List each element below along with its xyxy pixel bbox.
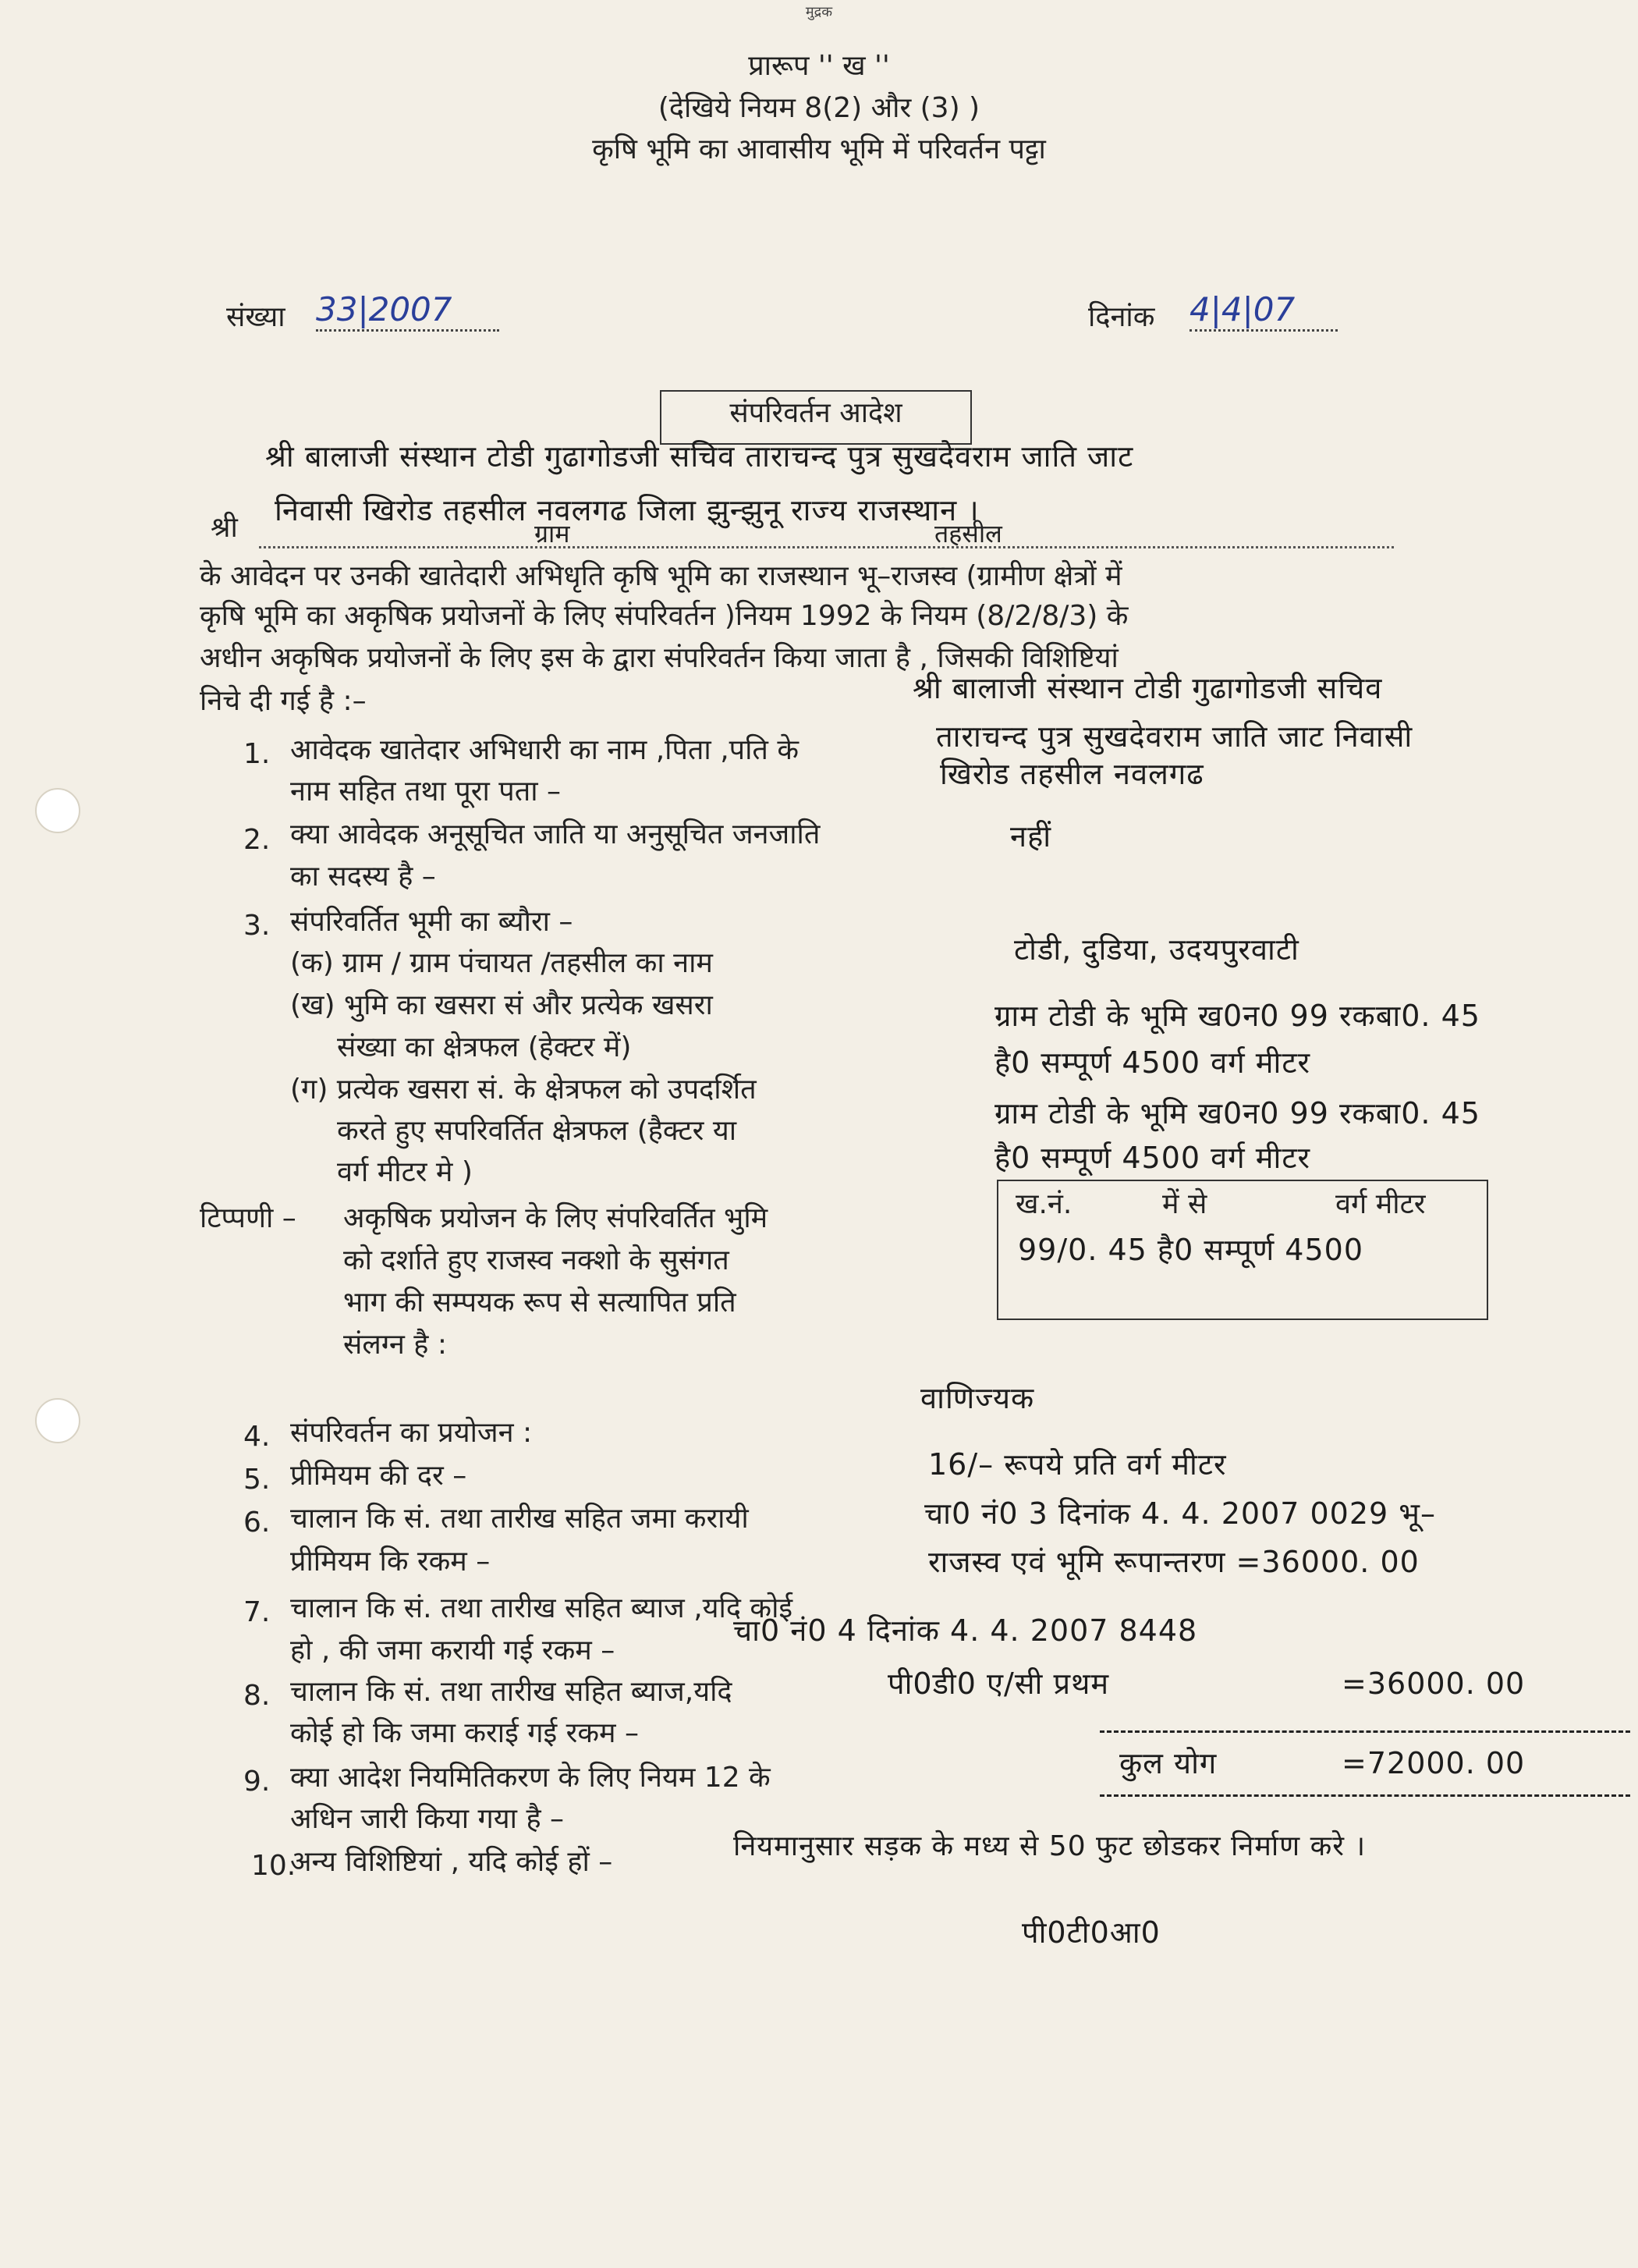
item-1-number: 1. <box>243 738 271 770</box>
item-10-number: 10. <box>251 1850 296 1882</box>
form-rule-reference: (देखिये नियम 8(2) और (3) ) <box>658 92 980 124</box>
item-8-answer-account: पी0डी0 ए/सी प्रथम <box>888 1666 1110 1701</box>
item-5-answer: 16/– रूपये प्रति वर्ग मीटर <box>928 1447 1227 1482</box>
item-2-label-line-1: क्या आवेदक अनूसूचित जाति या अनुसूचित जनजाति <box>290 818 821 850</box>
applicant-line-2: निवासी खिरोड तहसील नवलगढ जिला झुन्झुनू राज्य राजस्थान । <box>275 493 980 527</box>
item-1-label-line-1: आवेदक खातेदार अभिधारी का नाम ,पिता ,पति के <box>290 734 800 766</box>
date-label: दिनांक <box>1088 301 1155 333</box>
form-title: प्रारूप '' ख '' <box>748 50 890 82</box>
village-label: ग्राम <box>534 519 570 548</box>
item-6-number: 6. <box>243 1507 271 1539</box>
item-3-ka-label: (क) ग्राम / ग्राम पंचायत /तहसील का नाम <box>290 947 713 979</box>
item-1-answer-line-1: श्री बालाजी संस्थान टोडी गुढागोडजी सचिव <box>913 671 1383 705</box>
item-7-label-line-1: चालान कि सं. तथा तारीख सहित ब्याज ,यदि कोई <box>290 1592 793 1624</box>
date-field <box>1190 290 1338 332</box>
item-8-label-line-1: चालान कि सं. तथा तारीख सहित ब्याज,यदि <box>290 1676 732 1708</box>
item-7-label-line-2: हो , की जमा करायी गई रकम – <box>290 1634 615 1666</box>
item-1-label-line-2: नाम सहित तथा पूरा पता – <box>290 776 561 807</box>
note-line-1: अकृषिक प्रयोजन के लिए संपरिवर्तित भुमि <box>343 1202 768 1234</box>
punch-hole-bottom <box>35 1398 80 1443</box>
intro-line-2: कृषि भूमि का अकृषिक प्रयोजनों के लिए संपरिवर्तन )नियम 1992 के नियम (8/2/8/3) के <box>200 600 1129 632</box>
area-table-header-khasra: ख.नं. <box>1016 1188 1072 1220</box>
top-mark: मुद्रक <box>805 4 833 20</box>
item-3-ga-label-3: वर्ग मीटर मे ) <box>337 1156 473 1188</box>
total-bottom-dash <box>1100 1794 1630 1797</box>
intro-line-1: के आवेदन पर उनकी खातेदारी अभिधृति कृषि भूमि का राजस्थान भू–राजस्व (ग्रामीण क्षेत्रों में <box>200 560 1122 592</box>
item-3-ga-answer-2: है0 सम्पूर्ण 4500 वर्ग मीटर <box>994 1141 1311 1175</box>
item-8-number: 8. <box>243 1680 271 1712</box>
item-3-kha-label-1: (ख) भुमि का खसरा सं और प्रत्येक खसरा <box>290 989 713 1021</box>
item-1-answer-line-3: खिरोड तहसील नवलगढ <box>940 757 1204 791</box>
applicant-line-1: श्री बालाजी संस्थान टोडी गुढागोडजी सचिव ताराचन्द पुत्र सुखदेवराम जाति जाट <box>265 439 1134 474</box>
item-6-answer-line-2: राजस्व एवं भूमि रूपान्तरण =36000. 00 <box>928 1545 1420 1579</box>
item-5-number: 5. <box>243 1464 271 1496</box>
item-8-label-line-2: कोई हो कि जमा कराई गई रकम – <box>290 1717 639 1749</box>
total-top-dash <box>1100 1730 1630 1733</box>
total-value: =72000. 00 <box>1342 1746 1526 1780</box>
note-label: टिप्पणी – <box>200 1202 296 1234</box>
item-2-answer: नहीं <box>1010 819 1052 854</box>
item-2-label-line-2: का सदस्य है – <box>290 861 436 893</box>
item-9-label-line-2: अधिन जारी किया गया है – <box>290 1803 565 1835</box>
item-1-answer-line-2: ताराचन्द पुत्र सुखदेवराम जाति जाट निवासी <box>936 719 1413 754</box>
item-6-label-line-2: प्रीमियम कि रकम – <box>290 1546 491 1578</box>
item-6-answer-line-1: चा0 नं0 3 दिनांक 4. 4. 2007 0029 भू– <box>924 1496 1437 1531</box>
order-heading: संपरिवर्तन आदेश <box>729 397 902 429</box>
form-subtitle: कृषि भूमि का आवासीय भूमि में परिवर्तन पट्टा <box>592 133 1046 165</box>
item-3-ga-label-1: (ग) प्रत्येक खसरा सं. के क्षेत्रफल को उपदर्शित <box>290 1074 757 1106</box>
note-line-3: भाग की सम्पयक रूप से सत्यापित प्रति <box>343 1287 736 1319</box>
signature: पी0टी0आ0 <box>1022 1915 1161 1950</box>
item-7-answer: चा0 नं0 4 दिनांक 4. 4. 2007 8448 <box>733 1613 1198 1648</box>
item-3-number: 3. <box>243 910 271 942</box>
item-9-label-line-1: क्या आदेश नियमितिकरण के लिए नियम 12 के <box>290 1762 771 1794</box>
item-3-ga-label-2: करते हुए सपरिवर्तित क्षेत्रफल (हैक्टर या <box>337 1115 737 1147</box>
item-9-number: 9. <box>243 1766 271 1798</box>
item-4-number: 4. <box>243 1421 271 1453</box>
number-field <box>316 290 499 332</box>
item-3-kha-answer-1: ग्राम टोडी के भूमि ख0न0 99 रकबा0. 45 <box>994 999 1480 1033</box>
item-3-ka-answer: टोडी, दुडिया, उदयपुरवाटी <box>1014 932 1299 967</box>
total-label: कुल योग <box>1119 1746 1218 1780</box>
intro-line-3: अधीन अकृषिक प्रयोजनों के लिए इस के द्वारा संपरिवर्तन किया जाता है , जिसकी विशिष्टियां <box>200 642 1119 674</box>
area-table-row: 99/0. 45 है0 सम्पूर्ण 4500 <box>1018 1233 1364 1267</box>
item-5-label: प्रीमियम की दर – <box>290 1460 467 1492</box>
note-line-2: को दर्शाते हुए राजस्व नक्शो के सुसंगत <box>343 1244 729 1276</box>
punch-hole-top <box>35 788 80 833</box>
tehsil-label: तहसील <box>934 519 1002 548</box>
item-8-answer-amount: =36000. 00 <box>1342 1666 1526 1701</box>
number-label: संख्या <box>226 301 285 333</box>
item-6-label-line-1: चालान कि सं. तथा तारीख सहित जमा करायी <box>290 1503 749 1535</box>
item-4-label: संपरिवर्तन का प्रयोजन : <box>290 1417 533 1449</box>
area-table-header-out-of: में से <box>1162 1188 1207 1220</box>
item-3-label: संपरिवर्तित भूमी का ब्यौरा – <box>290 906 573 938</box>
item-3-kha-answer-2: है0 सम्पूर्ण 4500 वर्ग मीटर <box>994 1045 1311 1080</box>
item-3-ga-answer-1: ग्राम टोडी के भूमि ख0न0 99 रकबा0. 45 <box>994 1096 1480 1130</box>
item-10-label: अन्य विशिष्टियां , यदि कोई हों – <box>290 1846 613 1878</box>
item-4-answer: वाणिज्यक <box>920 1381 1035 1415</box>
applicant-shri-label: श्री <box>211 512 238 544</box>
item-7-number: 7. <box>243 1596 271 1628</box>
number-value: 33|2007 <box>316 290 499 332</box>
item-10-answer: नियमानुसार सड़क के मध्य से 50 फुट छोडकर निर्माण करे । <box>733 1830 1367 1862</box>
applicant-dotted-line <box>259 546 1394 548</box>
item-2-number: 2. <box>243 824 271 856</box>
date-value: 4|4|07 <box>1190 290 1338 332</box>
note-line-4: संलग्न है : <box>343 1329 447 1361</box>
intro-line-4: निचे दी गई है :– <box>200 685 367 717</box>
item-3-kha-label-2: संख्या का क्षेत्रफल (हेक्टर में) <box>337 1031 632 1063</box>
area-table-header-sq-meter: वर्ग मीटर <box>1335 1188 1426 1220</box>
